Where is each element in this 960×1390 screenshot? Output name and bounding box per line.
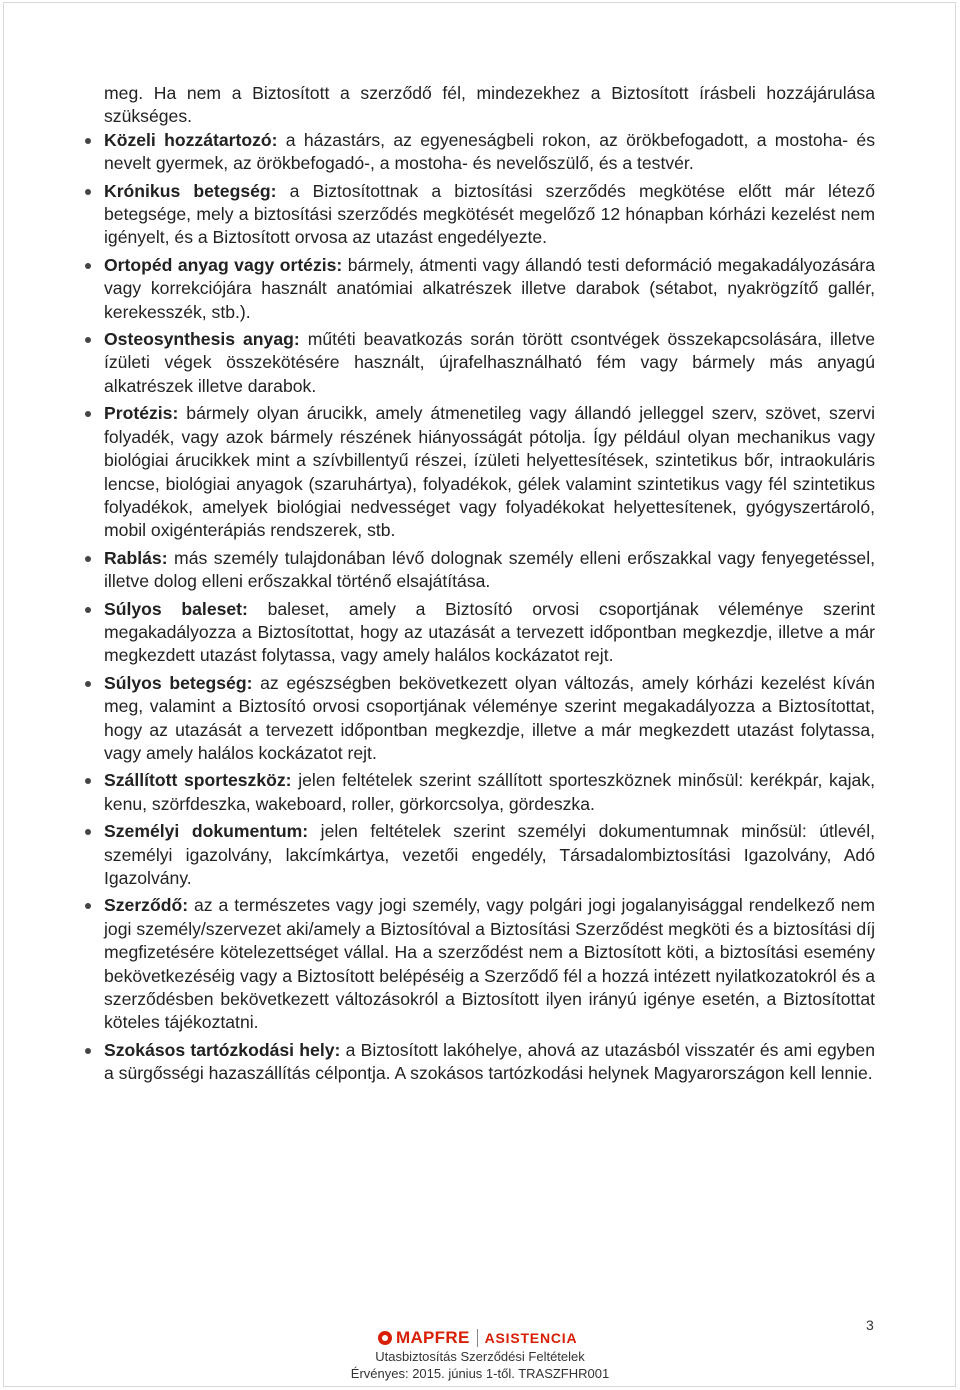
footer-title: Utasbiztosítás Szerződési Feltételek [375,1349,585,1364]
mapfre-asistencia-logo [378,1328,577,1348]
page-number: 3 [866,1317,874,1333]
definition-text: a házastárs, az egyeneságbeli rokon, az örökbefogadott, a mostoha- és nevelt gyermek, az örökbefogadó-, a mostoha- és nevelőszülő, és a testvér. [104,129,876,174]
definition-term: Osteosynthesis anyag: [104,329,300,350]
definition-term: Protézis: [104,403,179,424]
definition-term: Krónikus betegség: [104,180,277,201]
definition-term: Közeli hozzátartozó: [104,129,278,150]
definition-term: Súlyos baleset: [104,598,248,619]
definition-item [104,254,875,324]
definition-item [104,547,875,594]
definition-item [104,129,875,176]
definition-term: Szállított sporteszköz: [104,770,292,791]
document-body [104,82,875,1090]
bullet-icon [85,681,91,687]
definition-text: bármely, átmenti vagy állandó testi deformáció megakadályozására vagy korrekciójára használt anatómiai alkatrészek illetve darabok (sétabot, nyakrögzítő gallér, kerekesszék, stb.). [104,254,875,322]
definition-term: Személyi dokumentum: [104,821,309,842]
definition-term: Szerződő: [104,895,189,916]
definition-term: Súlyos betegség: [104,672,253,693]
definition-item [104,402,875,542]
definition-term: Ortopéd anyag vagy ortézis: [104,254,343,275]
logo-divider [477,1329,478,1347]
definition-text: az a természetes vagy jogi személy, vagy polgári jogi jogalanyisággal rendelkező nem jogi személy/szervezet aki/amely a Biztosítóval a Biztosítási Szerződést megköti és a biztosítási díj megfizetésére kötelezettséget vállal. Ha a szerződést nem a Biztosított köti, a biztosítási esemény bekövetkezéséig vagy a Biztosított belépéséig a Szerződő fél a hozzá intézett nyilatkozatokról és a szerződésben bekövetkezett változásokról a Biztosított ilyen irányú igénye esetén, a Biztosítottat köteles tájékoztatni. [104,895,875,1033]
definition-item [104,820,875,890]
definition-text: a Biztosított lakóhelye, ahová az utazásból visszatér és ami egyben a sürgősségi hazaszállítás célpontja. A szokásos tartózkodási helynek Magyarországon kell lennie. [104,1039,875,1084]
footer-validity: Érvényes: 2015. június 1-től. TRASZFHR001 [350,1366,610,1381]
definition-text: más személy tulajdonában lévő dolognak személy elleni erőszakkal vagy fenyegetéssel, illetve dolog elleni erőszakkal történő elsajátítása. [104,547,875,592]
bullet-icon [85,556,91,562]
definition-text: a Biztosítottnak a biztosítási szerződés megkötése előtt már létező betegsége, mely a biztosítási szerződés megkötését megelőző 12 hónapban kórházi kezelést nem igényelt, és a Biztosított orvosa az utazást engedélyezte. [104,180,875,248]
definition-item [104,180,875,250]
definition-item [104,769,875,816]
definition-item [104,328,875,398]
definition-text: az egészségben bekövetkezett olyan változás, amely kórházi kezelést kíván meg, valamint a Biztosító orvosi csoportjának véleménye szerint megakadályozza a Biztosítottat, hogy az utazását a tervezett időpontban megkezdje, illetve a már megkezdett utazást folytassa, vagy amely halálos kockázatot rejt. [104,672,875,763]
definition-term: Szokásos tartózkodási hely: [104,1039,341,1060]
definition-item [104,672,875,766]
logo-mapfre-text: MAPFRE [396,1328,470,1347]
bullet-icon [85,138,91,144]
mapfre-logo-icon [378,1331,392,1345]
logo-asistencia-text: ASISTENCIA [484,1330,578,1346]
bullet-icon [85,607,91,613]
definition-item [104,1039,875,1086]
bullet-icon [85,1048,91,1054]
definition-text: baleset, amely a Biztosító orvosi csoportjának véleménye szerint megakadályozza a Biztosítottat, hogy az utazását a tervezett időpontban megkezdje, illetve a már megkezdett utazást folytassa, vagy amely halálos kockázatot rejt. [104,598,875,666]
bullet-icon [85,189,91,195]
definition-text: műtéti beavatkozás során törött csontvégek összekapcsolására, illetve ízületi végek összekötésére használt, újrafelhasználható fém vagy bármely más anyagú alkatrészek illetve darabok. [104,329,875,396]
definition-item [104,598,875,668]
definition-term: Rablás: [104,547,168,568]
definition-item [104,894,875,1034]
bullet-icon [85,263,91,269]
definition-text: bármely olyan árucikk, amely átmenetileg vagy állandó jelleggel szerv, szövet, szervi folyadék, vagy azok bármely részének hiányosságát pótolja. Így például olyan mechanikus vagy biológiai árucikkek mint a szívbillentyű részei, ízületi helyettesítések, szintetikus bőr, intraokuláris lencse, biológiai anyagok (szaruhártya), folyadékok, gélek valamint szintetikus vagy fél szintetikus folyadékok, amelyek biológiai nedvességet vagy folyadékokat helyettesítenek, gyógyszertároló, mobil oxigénterápiás rendszerek, stb. [104,403,875,541]
definition-text: jelen feltételek szerint személyi dokumentumnak minősül: útlevél, személyi igazolvány, lakcímkártya, vezetői engedély, Társadalombiztosítási Igazolvány, Adó Igazolvány. [104,821,875,888]
definition-text: jelen feltételek szerint szállított sporteszköznek minősül: kerékpár, kajak, kenu, szörfdeszka, wakeboard, roller, görkorcsolya, gördeszka. [104,770,876,814]
continuation-paragraph: meg. Ha nem a Biztosított a szerződő fél, mindezekhez a Biztosított írásbeli hozzájárulása szükséges. [104,83,875,127]
definitions-list [104,129,875,1086]
